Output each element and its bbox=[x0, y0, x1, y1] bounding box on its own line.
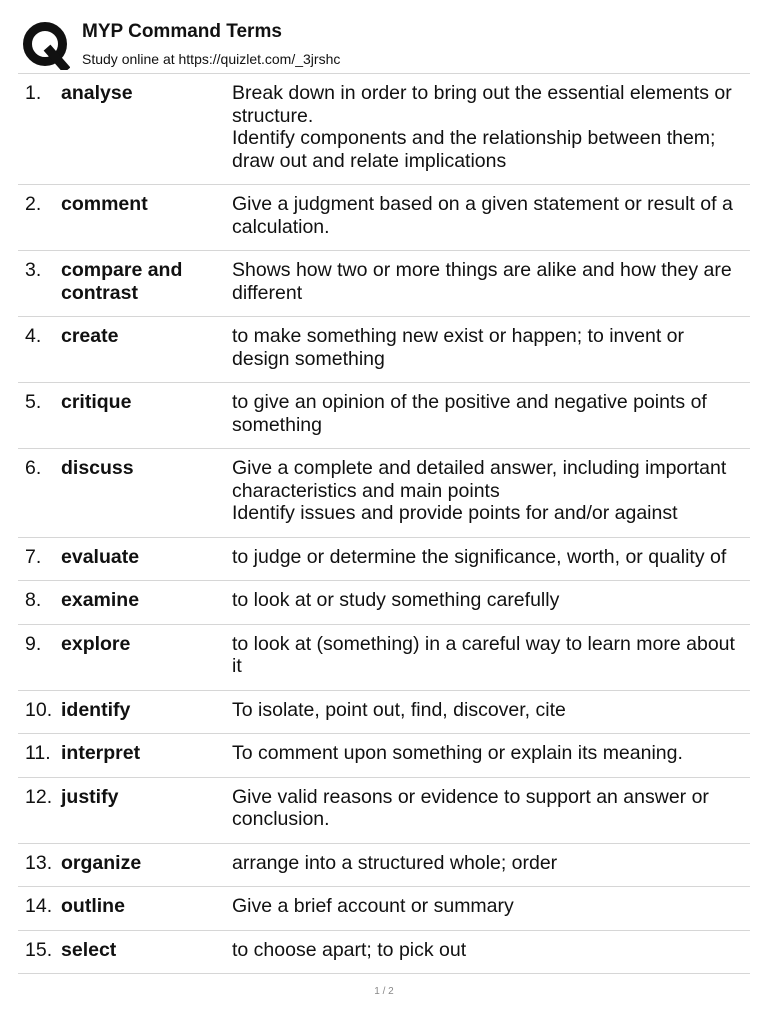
term-row bbox=[18, 449, 750, 538]
term-number: 12. bbox=[25, 785, 53, 808]
term-name: justify bbox=[61, 785, 119, 808]
study-online-link-text: Study online at https://quizlet.com/_3jrshc bbox=[82, 51, 341, 67]
term-name: identify bbox=[61, 698, 131, 721]
term-definition: arrange into a structured whole; order bbox=[232, 851, 558, 874]
term-definition: Give a brief account or summary bbox=[232, 895, 514, 917]
term-number: 5. bbox=[25, 391, 42, 413]
term-name: analyse bbox=[61, 82, 133, 104]
term-row bbox=[18, 538, 750, 582]
term-definition: to give an opinion of the positive and negative points of something bbox=[232, 391, 707, 436]
term-number: 8. bbox=[25, 589, 42, 611]
term-number: 9. bbox=[25, 632, 42, 655]
term-number: 11. bbox=[25, 742, 51, 764]
term-number: 6. bbox=[25, 457, 42, 479]
term-name: explore bbox=[61, 632, 131, 655]
term-name: compare and contrast bbox=[61, 259, 183, 304]
term-row bbox=[18, 317, 750, 383]
term-row bbox=[18, 887, 750, 931]
term-name: outline bbox=[61, 895, 125, 917]
term-row bbox=[18, 931, 750, 975]
term-definition: to make something new exist or happen; to invent or design something bbox=[232, 325, 685, 370]
term-row bbox=[18, 251, 750, 317]
term-name: examine bbox=[61, 589, 140, 611]
term-definition: Shows how two or more things are alike and how they are different bbox=[232, 259, 732, 304]
term-row bbox=[18, 383, 750, 449]
term-name: critique bbox=[61, 391, 132, 413]
term-number: 13. bbox=[25, 851, 53, 874]
term-definition: Give a judgment based on a given statement or result of a calculation. bbox=[232, 193, 733, 238]
term-number: 2. bbox=[25, 193, 42, 215]
term-definition: to choose apart; to pick out bbox=[232, 938, 467, 961]
term-number: 10. bbox=[25, 698, 53, 721]
document-header bbox=[0, 0, 768, 74]
term-number: 7. bbox=[25, 545, 42, 568]
term-number: 4. bbox=[25, 325, 42, 347]
term-definition: To isolate, point out, find, discover, cite bbox=[232, 698, 566, 721]
term-name: comment bbox=[61, 193, 148, 215]
term-definition: to judge or determine the significance, worth, or quality of bbox=[232, 545, 727, 568]
term-row bbox=[18, 581, 750, 625]
term-row bbox=[18, 74, 750, 185]
term-name: create bbox=[61, 325, 119, 347]
term-definition: to look at or study something carefully bbox=[232, 589, 560, 611]
terms-table bbox=[18, 73, 750, 974]
term-number: 14. bbox=[25, 895, 53, 917]
term-number: 3. bbox=[25, 259, 42, 281]
term-definition: Give valid reasons or evidence to support an answer or conclusion. bbox=[232, 785, 709, 830]
term-row bbox=[18, 734, 750, 778]
term-row bbox=[18, 625, 750, 691]
term-name: select bbox=[61, 938, 117, 961]
term-definition: To comment upon something or explain its meaning. bbox=[232, 742, 683, 764]
term-name: evaluate bbox=[61, 545, 140, 568]
term-name: organize bbox=[61, 851, 142, 874]
term-row bbox=[18, 185, 750, 251]
term-row bbox=[18, 844, 750, 888]
term-name: discuss bbox=[61, 457, 134, 479]
quizlet-logo-icon bbox=[20, 20, 70, 70]
term-number: 15. bbox=[25, 938, 53, 961]
term-number: 1. bbox=[25, 82, 42, 104]
term-definition: Give a complete and detailed answer, including important characteristics and main points Identify issues and provide points for and/or against bbox=[232, 457, 727, 524]
term-name: interpret bbox=[61, 742, 141, 764]
term-row bbox=[18, 778, 750, 844]
term-row bbox=[18, 691, 750, 735]
term-definition: Break down in order to bring out the essential elements or structure. Identify components and the relationship between them; draw out and relate implications bbox=[232, 82, 732, 172]
page-number: 1 / 2 bbox=[374, 986, 394, 997]
term-definition: to look at (something) in a careful way to learn more about it bbox=[232, 632, 735, 677]
document-title: MYP Command Terms bbox=[82, 21, 282, 42]
